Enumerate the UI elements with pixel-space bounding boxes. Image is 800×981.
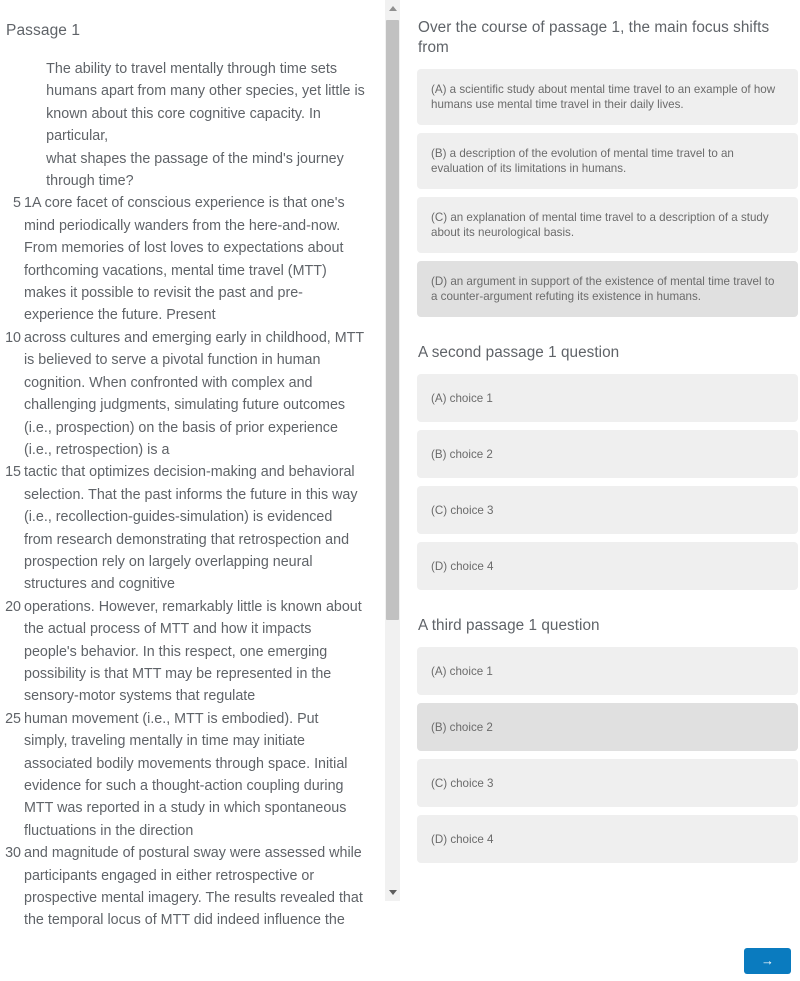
passage-line [0, 237, 385, 259]
passage-scroll-viewport [0, 0, 385, 929]
passage-line [0, 865, 385, 887]
passage-line [0, 327, 385, 349]
passage-line-text: (i.e., retrospection) is a [24, 441, 170, 458]
passage-line-text: 1A core facet of conscious experience is that one's [24, 195, 345, 212]
passage-line [0, 641, 385, 663]
passage-line-number: 5 [13, 195, 21, 212]
passage-line-text: MTT was reported in a study in which spontaneous [24, 800, 347, 817]
answer-choice-text: (D) an argument in support of the existence of mental time travel to a counter-argument refuting its existence in humans. [431, 275, 775, 303]
passage-line [0, 103, 385, 148]
passage-line-text: the actual process of MTT and how it impacts [24, 621, 312, 638]
question-block [417, 18, 798, 317]
passage-line [0, 170, 385, 192]
passage-line [0, 192, 385, 214]
passage-line [0, 797, 385, 819]
passage-line [0, 775, 385, 797]
passage-body [0, 58, 385, 932]
passage-line-text: prospection rely on largely overlapping neural [24, 553, 313, 570]
passage-line-text: mind periodically wanders from the here-and-now. [24, 217, 341, 234]
passage-line [0, 708, 385, 730]
passage-line [0, 909, 385, 931]
passage-line [0, 439, 385, 461]
passage-line [0, 573, 385, 595]
answer-choice[interactable] [417, 197, 798, 253]
passage-line-text: the temporal locus of MTT did indeed influence the [24, 912, 345, 929]
passage-line [0, 753, 385, 775]
question-block [417, 616, 798, 863]
passage-title: Passage 1 [6, 22, 81, 39]
passage-line-text: evidence for such a thought-action coupling during [24, 778, 344, 794]
passage-line-number: 25 [5, 710, 21, 727]
scroll-up-icon[interactable] [385, 0, 400, 17]
passage-line [0, 887, 385, 909]
passage-line [0, 685, 385, 707]
passage-scrollbar-thumb[interactable] [386, 20, 399, 620]
answer-choice-text: (D) choice 4 [431, 832, 494, 846]
passage-line [0, 58, 385, 80]
passage-line [0, 349, 385, 371]
answer-choice-text: (A) a scientific study about mental time travel to an example of how humans use mental time travel in their daily lives. [431, 83, 776, 111]
answer-choice[interactable] [417, 542, 798, 590]
passage-line-text: forthcoming vacations, mental time travel (MTT) [24, 262, 327, 279]
answer-choice-text: (B) choice 2 [431, 720, 493, 734]
passage-line-text: fluctuations in the direction [24, 822, 194, 839]
passage-line [0, 484, 385, 506]
answer-choice-text: (A) choice 1 [431, 664, 493, 678]
passage-line [0, 461, 385, 483]
passage-line-text: tactic that optimizes decision-making and behavioral [24, 464, 355, 481]
passage-line-text: possibility is that MTT may be represented in the [24, 665, 332, 682]
passage-line-number: 10 [5, 329, 21, 346]
passage-line [0, 506, 385, 528]
passage-line [0, 730, 385, 752]
passage-line-number: 20 [5, 598, 21, 615]
passage-line [0, 417, 385, 439]
passage-line-number: 30 [5, 845, 21, 862]
passage-line-text: from research demonstrating that retrospection and [24, 531, 350, 548]
passage-line [0, 663, 385, 685]
passage-line-text: structures and cognitive [24, 576, 175, 593]
passage-line-text: makes it possible to revisit the past and pre- [24, 285, 303, 302]
answer-choice[interactable] [417, 69, 798, 125]
passage-line [0, 260, 385, 282]
passage-line [0, 529, 385, 551]
passage-line [0, 618, 385, 640]
question-prompt: A third passage 1 question [418, 617, 600, 634]
answer-choice[interactable] [417, 486, 798, 534]
passage-line-number: 15 [5, 464, 21, 481]
answer-choice-text: (C) choice 3 [431, 776, 494, 790]
passage-line [0, 394, 385, 416]
passage-line-text: prospective mental imagery. The results revealed that [24, 890, 363, 907]
passage-line-text: participants engaged in either retrospective or [24, 867, 315, 884]
answer-choice[interactable] [417, 815, 798, 863]
passage-line-text: selection. That the past informs the future in this way [24, 486, 358, 503]
passage-line-text: challenging judgments, simulating future outcomes [24, 397, 346, 414]
passage-line-text: experience the future. Present [24, 307, 216, 324]
next-button[interactable]: → [744, 948, 791, 974]
passage-line-text: operations. However, remarkably little is known about [24, 598, 362, 615]
passage-line-text: humans apart from many other species, yet little is [46, 83, 365, 100]
passage-line [0, 215, 385, 237]
answer-choice-text: (B) choice 2 [431, 447, 493, 461]
passage-line-text: is believed to serve a pivotal function in human [24, 352, 321, 369]
passage-line-text: through time? [46, 173, 134, 190]
answer-choice[interactable] [417, 759, 798, 807]
answer-choice[interactable] [417, 374, 798, 422]
answer-choice[interactable] [417, 430, 798, 478]
answer-choice[interactable] [417, 133, 798, 189]
passage-line-text: known about this core cognitive capacity. In particular, [46, 105, 325, 145]
passage-line-text: cognition. When confronted with complex and [24, 374, 313, 391]
question-block [417, 343, 798, 590]
passage-line-text: simply, traveling mentally in time may initiate [24, 733, 306, 750]
question-prompt: A second passage 1 question [418, 344, 620, 361]
passage-line [0, 148, 385, 170]
passage-line-text: (i.e., recollection-guides-simulation) is evidenced [24, 509, 333, 526]
passage-line [0, 372, 385, 394]
answer-choice-text: (D) choice 4 [431, 559, 494, 573]
passage-scrollbar[interactable] [384, 0, 400, 901]
questions-pane [410, 0, 800, 930]
passage-line-text: human movement (i.e., MTT is embodied). Put [24, 710, 319, 727]
passage-line-text: across cultures and emerging early in childhood, MTT [24, 329, 365, 346]
passage-line [0, 596, 385, 618]
passage-line [0, 842, 385, 864]
passage-line [0, 80, 385, 102]
passage-line [0, 282, 385, 304]
question-prompt: Over the course of passage 1, the main focus shifts from [418, 19, 770, 56]
answer-choice-text: (A) choice 1 [431, 391, 493, 405]
passage-line-text: From memories of lost loves to expectations about [24, 240, 344, 257]
passage-line-text: what shapes the passage of the mind's journey [46, 150, 344, 167]
answer-choice[interactable] [417, 261, 798, 317]
passage-line-text: and magnitude of postural sway were assessed while [24, 845, 362, 862]
passage-line [0, 820, 385, 842]
scroll-down-icon[interactable] [385, 884, 400, 901]
answer-choice-text: (C) an explanation of mental time travel to a description of a study about its neurological basis. [431, 211, 769, 239]
answer-choice[interactable] [417, 647, 798, 695]
passage-line [0, 304, 385, 326]
passage-line-text: sensory-motor systems that regulate [24, 688, 256, 705]
answer-choice-text: (C) choice 3 [431, 503, 494, 517]
answer-choice-text: (B) a description of the evolution of mental time travel to an evaluation of its limitations in humans. [431, 147, 734, 175]
passage-line-text: people's behavior. In this respect, one emerging [24, 643, 328, 660]
passage-pane [0, 0, 400, 929]
footer-bar [0, 930, 800, 981]
passage-line-text: associated bodily movements through space. Initial [24, 755, 348, 772]
passage-line [0, 551, 385, 573]
passage-line-text: (i.e., prospection) on the basis of prior experience [24, 419, 338, 436]
answer-choice[interactable] [417, 703, 798, 751]
passage-line-text: The ability to travel mentally through time sets [46, 61, 337, 77]
